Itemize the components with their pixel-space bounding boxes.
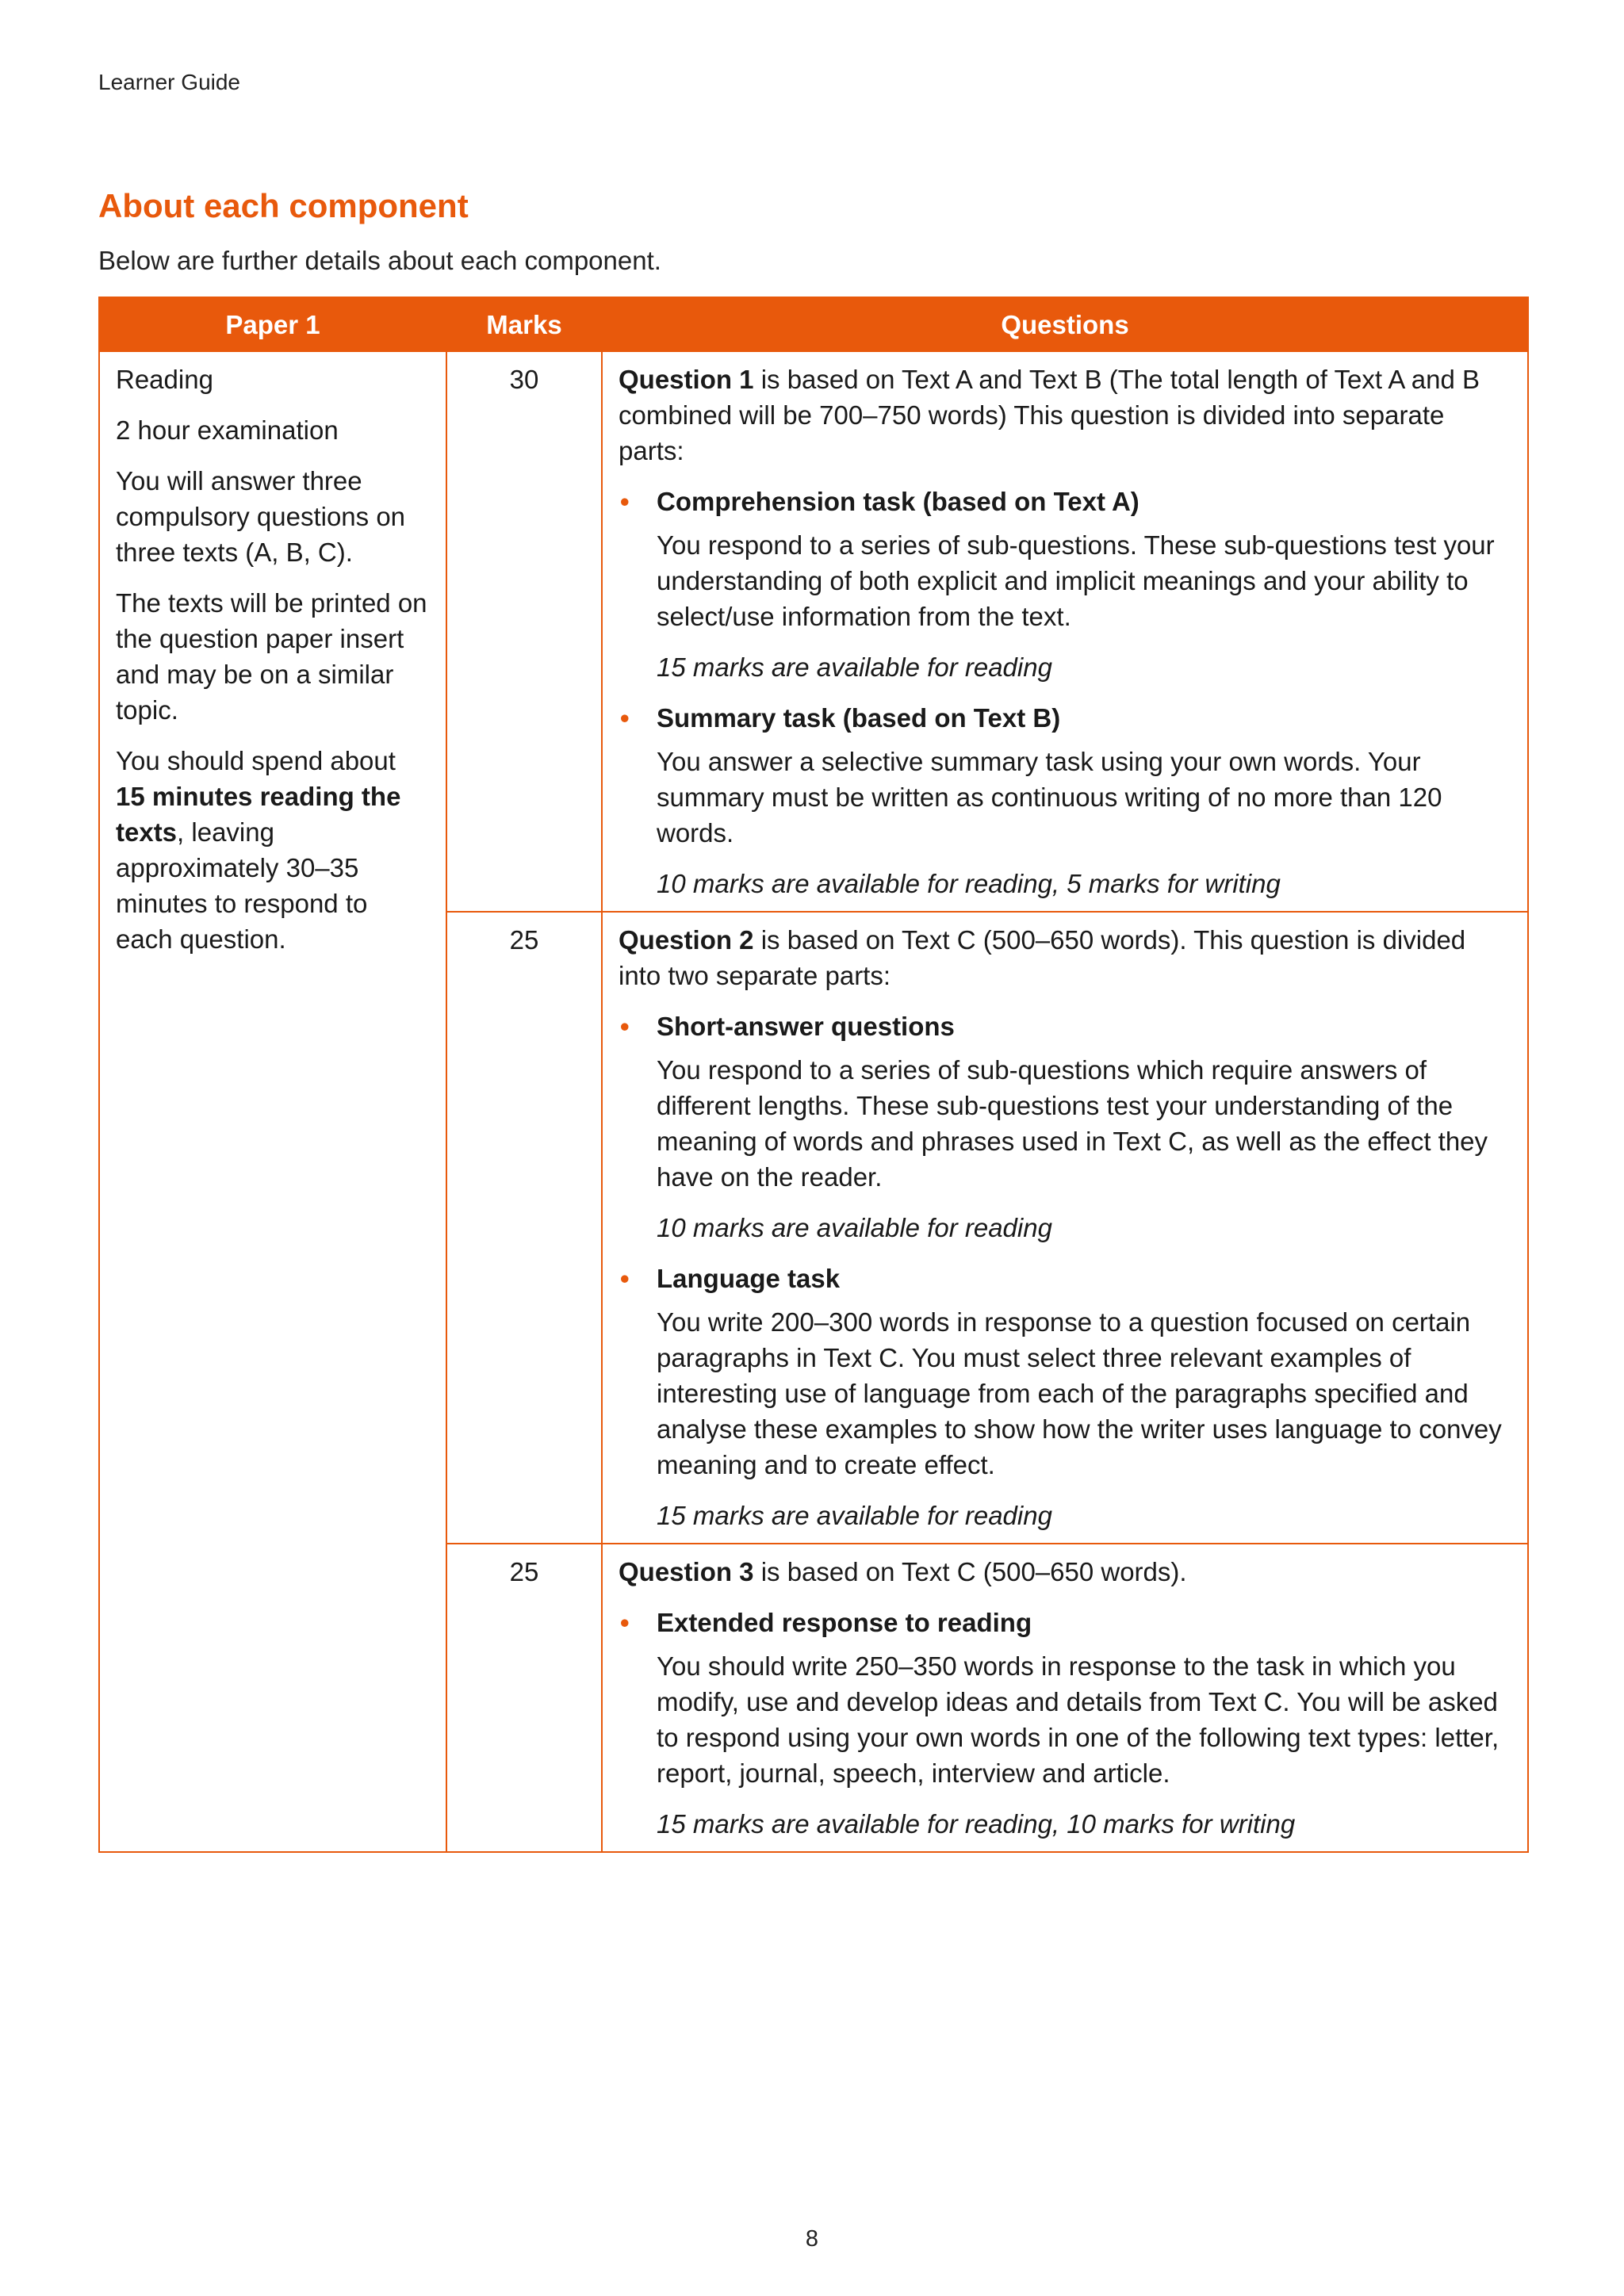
column-header-marks: Marks [446,297,602,351]
question-cell [602,351,1528,912]
timing-text-start: You should spend about [116,746,396,775]
task-item [619,484,1511,685]
question-cell [602,1544,1528,1852]
components-table [98,297,1529,1853]
paper-duration: 2 hour examination [116,415,339,445]
task-item [619,1008,1511,1246]
timing-text-end: , leaving approximately 30–35 minutes to respond to each question. [116,817,368,954]
marks-cell: 25 [446,912,602,1544]
bullet-icon: • [620,1264,630,1293]
task-marks-note: 15 marks are available for reading [657,652,1052,682]
question-label: Question 3 [619,1557,754,1586]
question-label: Question 2 [619,925,754,955]
page-number: 8 [805,2226,819,2252]
bullet-icon: • [620,703,630,733]
table-header-row [99,297,1528,351]
question-intro-text: is based on Text A and Text B (The total length of Text A and B combined will be 700–750 words) This question is divided into separate parts: [619,365,1480,465]
marks-cell: 30 [446,351,602,912]
column-header-paper: Paper 1 [99,297,446,351]
task-marks-note: 15 marks are available for reading [657,1501,1052,1530]
task-title: Comprehension task (based on Text A) [657,487,1139,516]
section-intro: Below are further details about each component. [98,246,661,275]
running-header: Learner Guide [98,70,241,94]
question-intro [619,1554,1511,1590]
task-title: Language task [657,1264,841,1293]
task-description: You should write 250–350 words in response to the task in which you modify, use and develop ideas and details from Text C. You will be asked to respond using your own words in one of the following text types: letter, report, journal, speech, interview and article. [657,1651,1500,1788]
task-title: Extended response to reading [657,1608,1032,1637]
column-header-questions: Questions [602,297,1528,351]
question-intro [619,922,1511,993]
task-item [619,1605,1511,1842]
task-description: You write 200–300 words in response to a question focused on certain paragraphs in Text C. You must select three relevant examples of interesting use of language from each of the paragraphs specified and analyse these examples to show how the writer uses language to convey meaning and to create effect. [657,1307,1502,1479]
task-marks-note: 10 marks are available for reading [657,1213,1052,1242]
paper-timing-note [116,743,430,957]
task-description: You respond to a series of sub-questions. These sub-questions test your understanding of both explicit and implicit meanings and your ability to select/use information from the text. [657,530,1495,631]
task-item [619,1261,1511,1533]
question-intro-text: is based on Text C (500–650 words). This question is divided into two separate parts: [619,925,1466,990]
question-intro [619,362,1511,469]
question-cell [602,912,1528,1544]
task-title: Short-answer questions [657,1012,955,1041]
paper-info-cell [99,351,446,1852]
marks-cell: 25 [446,1544,602,1852]
table-row [99,351,1528,912]
question-label: Question 1 [619,365,754,394]
task-description: You answer a selective summary task using your own words. Your summary must be written as continuous writing of no more than 120 words. [657,747,1442,848]
question-intro-text: is based on Text C (500–650 words). [753,1557,1187,1586]
task-description: You respond to a series of sub-questions which require answers of different lengths. These sub-questions test your understanding of the meaning of words and phrases used in Text C, as well as the effect they have on the reader. [657,1055,1488,1192]
task-marks-note: 10 marks are available for reading, 5 marks for writing [657,869,1281,898]
paper-component-name: Reading [116,365,213,394]
bullet-icon: • [620,487,630,516]
bullet-icon: • [620,1012,630,1041]
bullet-icon: • [620,1608,630,1637]
paper-questions-note: You will answer three compulsory questions on three texts (A, B, C). [116,466,406,567]
section-title: About each component [98,187,469,224]
timing-text-bold: 15 minutes reading the texts [116,782,401,847]
task-title: Summary task (based on Text B) [657,703,1061,733]
task-marks-note: 15 marks are available for reading, 10 marks for writing [657,1809,1296,1839]
task-item [619,700,1511,901]
paper-insert-note: The texts will be printed on the question paper insert and may be on a similar topic. [116,588,427,725]
